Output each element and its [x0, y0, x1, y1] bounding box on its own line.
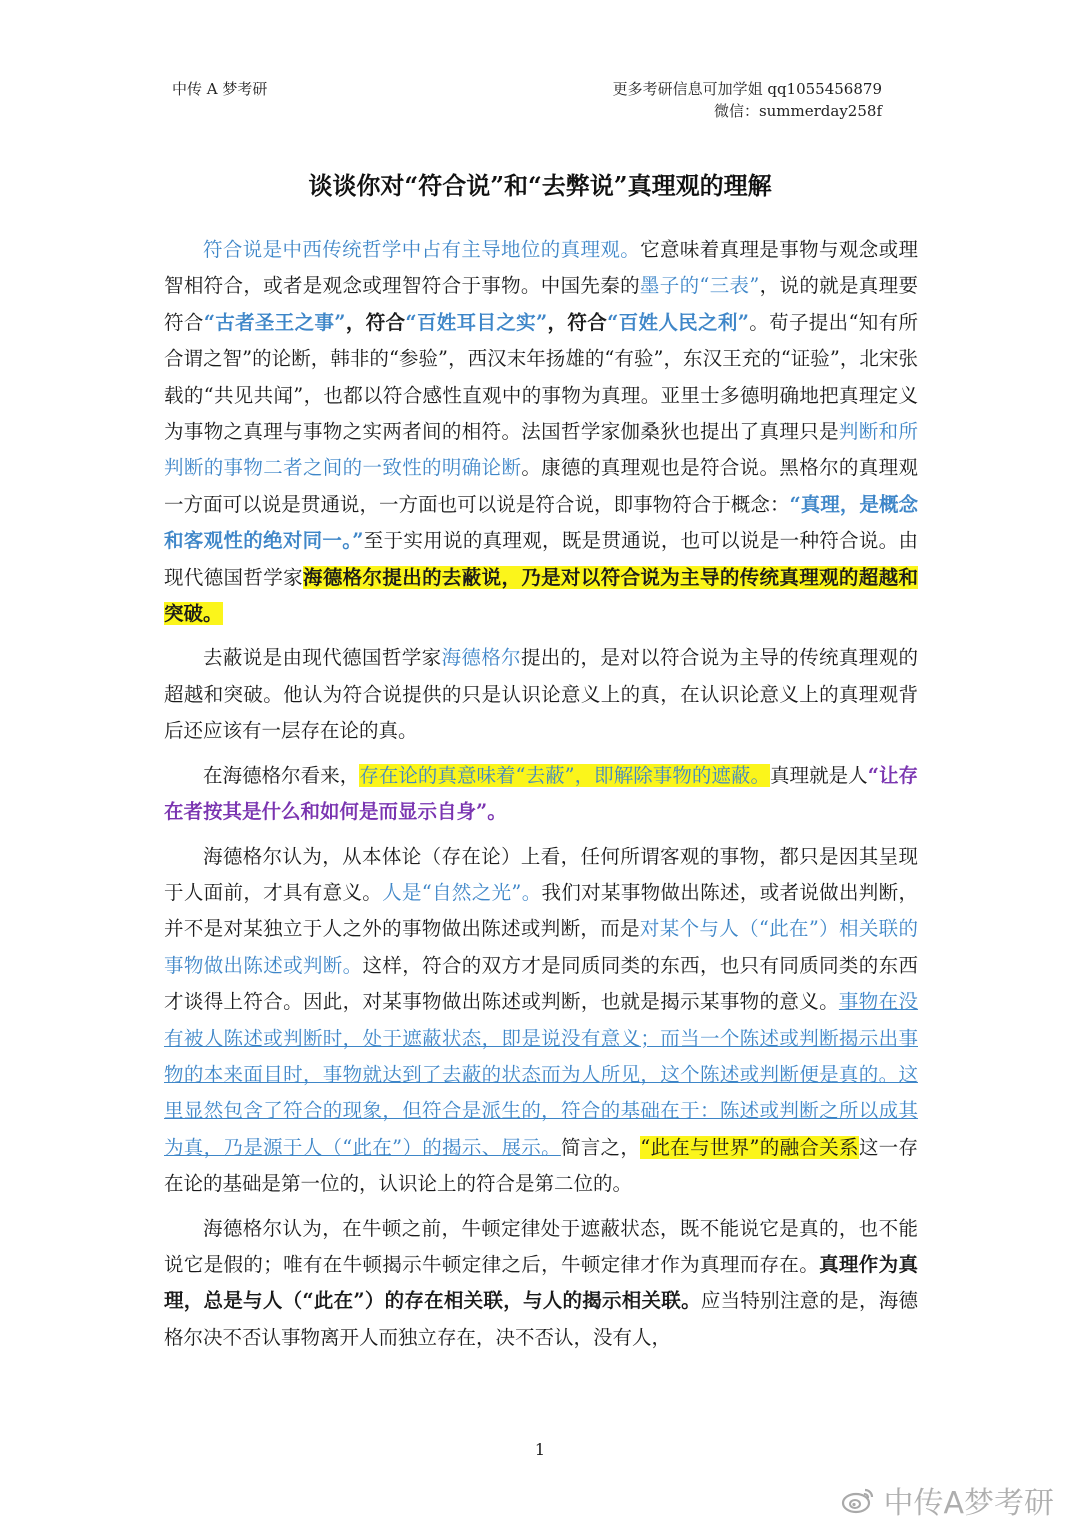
- text-segment: 墨子的“三表”: [639, 274, 760, 298]
- text-segment: “百姓人民之利”: [607, 310, 749, 334]
- text-segment: “真理，是概念和客观性的绝对同一。”: [164, 492, 918, 553]
- text-segment: 在海德格尔看来，: [203, 763, 360, 787]
- text-segment: “古者圣王之事”: [203, 310, 346, 334]
- header-contact-wechat: 微信：summerday258f: [713, 102, 882, 120]
- paragraph-2: [164, 640, 918, 749]
- weibo-watermark: [841, 1478, 1054, 1522]
- text-segment: 真理作为真理，总是与人（“此在”）的存在相关联，与人的揭示相关联。: [164, 1252, 918, 1313]
- text-segment: 人是“自然之光”。: [382, 880, 542, 904]
- page-title: 谈谈你对“符合说”和“去弊说”真理观的理解: [308, 171, 772, 200]
- text-segment: 存在论的真意味着“去蔽”，即解除事物的遮蔽。: [359, 763, 770, 787]
- text-segment: 。荀子提出“知有所合谓之智”的论断，韩非的“参验”，西汉末年扬雄的“有验”，东汉王充的“证验”，北宋张载的“共见共闻”，也都以符合感性直观中的事物为真理。亚里士多德明确地把真理定义为事物之真理与事物之实两者间的相符。法国哲学家伽桑狄也提出了真理只是: [164, 310, 918, 444]
- text-segment: 海德格尔提出的去蔽说，乃是对以符合说为主导的传统真理观的超越和突破。: [164, 565, 918, 626]
- text-segment: ，符合: [345, 310, 406, 334]
- text-segment: 判断和所判断的事物二者之间的一致性的明确论断: [164, 420, 918, 480]
- text-segment: 简言之，: [560, 1135, 641, 1159]
- text-segment: 海德格尔: [441, 646, 521, 670]
- page-number: 1: [534, 1440, 546, 1459]
- text-segment: “此在与世界”的融合关系: [640, 1135, 859, 1159]
- text-segment: 应当特别注意的是，海德格尔决不否认事物离开人而独立存在，决不否认，没有人，: [164, 1289, 918, 1349]
- text-segment: 这一存在论的基础是第一位的，认识论上的符合是第二位的。: [164, 1135, 918, 1196]
- watermark-text: 中传A梦考研: [883, 1486, 1054, 1521]
- text-segment: 符合说是中西传统哲学中占有主导地位的真理观。: [203, 238, 641, 261]
- text-segment: 真理就是人: [770, 763, 868, 787]
- text-segment: 对某个与人（“此在”）相关联的事物做出陈述或判断。: [164, 917, 918, 977]
- text-segment: ，符合: [547, 310, 608, 334]
- text-segment: 海德格尔认为，在牛顿之前，牛顿定律处于遮蔽状态，既不能说它是真的，也不能说它是假的；唯有在牛顿揭示牛顿定律之后，牛顿定律才作为真理而存在。: [164, 1216, 918, 1276]
- text-segment: 它意味着真理是事物与观念或理智相符合，或者是观念或理智符合于事物。中国先秦的: [164, 238, 918, 298]
- text-segment: 。康德的真理观也是符合说。黑格尔的真理观一方面可以说是贯通说，一方面也可以说是符合说，即事物符合于概念：: [164, 456, 918, 516]
- paragraph-3: [164, 758, 918, 831]
- text-segment: 去蔽说是由现代德国哲学家: [203, 646, 442, 670]
- text-segment: 事物在没有被人陈述或判断时，处于遮蔽状态，即是说没有意义；而当一个陈述或判断揭示出事物的本来面目时，事物就达到了去蔽的状态而为人所见，这个陈述或判断便是真的。这里显然包含了符合的现象，但符合是派生的，符合的基础在于：陈述或判断之所以成其为真，乃是源于人（“此在”）的揭示、展示。: [164, 990, 918, 1159]
- text-segment: ，说的就是真理要符合: [164, 274, 918, 334]
- weibo-icon: [841, 1486, 875, 1514]
- text-segment: “让存在者按其是什么和如何是而显示自身”。: [164, 763, 918, 824]
- document-body: [164, 232, 918, 1364]
- header-right-contact: [613, 78, 882, 122]
- header-left-text: 中传 A 梦考研: [172, 80, 268, 98]
- paragraph-5: [164, 1211, 918, 1357]
- paragraph-4: [164, 839, 918, 1203]
- text-segment: “百姓耳目之实”: [405, 310, 548, 334]
- text-segment: 至于实用说的真理观，既是贯通说，也可以说是一种符合说。由现代德国哲学家: [164, 529, 918, 589]
- text-segment: 提出的，是对以符合说为主导的传统真理观的超越和突破。他认为符合说提供的只是认识论意义上的真，在认识论意义上的真理观背后还应该有一层存在论的真。: [164, 646, 918, 743]
- paragraph-1: [164, 232, 918, 632]
- header-contact-qq: 更多考研信息可加学姐 qq1055456879: [612, 80, 882, 98]
- text-segment: 海德格尔认为，从本体论（存在论）上看，任何所谓客观的事物，都只是因其呈现于人面前，才具有意义。: [164, 844, 918, 904]
- text-segment: 我们对某事物做出陈述，或者说做出判断，并不是对某独立于人之外的事物做出陈述或判断，而是: [164, 880, 918, 941]
- text-segment: 这样，符合的双方才是同质同类的东西，也只有同质同类的东西才谈得上符合。因此，对某事物做出陈述或判断，也就是揭示某事物的意义。: [164, 953, 918, 1014]
